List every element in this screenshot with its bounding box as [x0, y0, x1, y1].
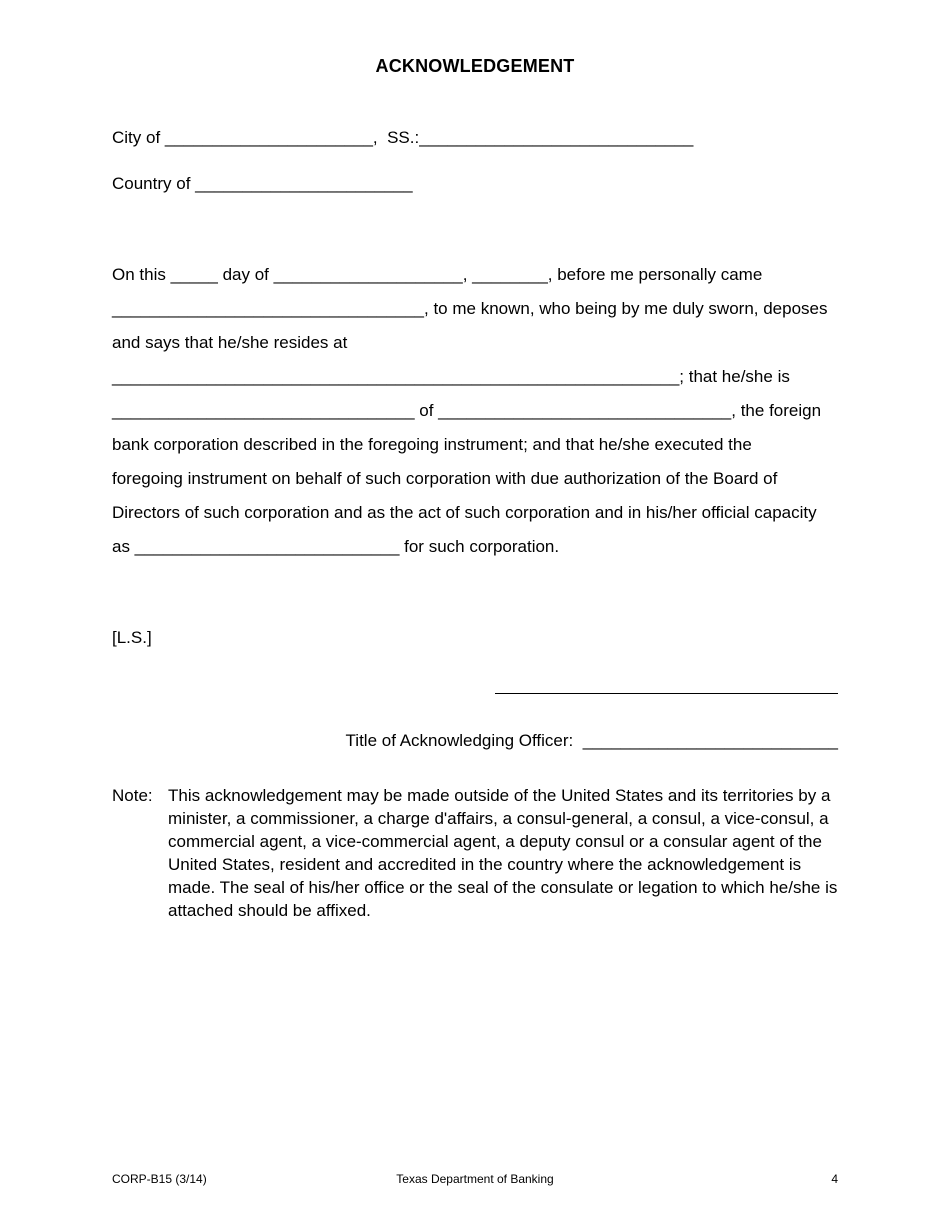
body-line-6: bank corporation described in the foregoing instrument; and that he/she executed the [112, 435, 752, 454]
footer-agency: Texas Department of Banking [396, 1172, 554, 1186]
page-title: ACKNOWLEDGEMENT [375, 56, 575, 76]
note-label: Note: [112, 786, 153, 805]
body-line-8: Directors of such corporation and as the act of such corporation and in his/her official capacity [112, 503, 817, 522]
body-line-7: foregoing instrument on behalf of such corporation with due authorization of the Board of [112, 469, 778, 488]
seal-marker: [L.S.] [112, 628, 152, 647]
footer-form-id: CORP-B15 (3/14) [112, 1172, 207, 1186]
body-line-3: and says that he/she resides at [112, 333, 348, 352]
body-line-1: On this _____ day of ____________________, ________, before me personally came [112, 265, 763, 284]
body-line-4: ____________________________________________________________; that he/she is [112, 367, 790, 386]
city-line: City of ______________________, SS.:_____________________________ [112, 128, 694, 147]
footer-page-number: 4 [831, 1172, 838, 1186]
signature-line [495, 693, 838, 694]
country-line: Country of _______________________ [112, 174, 413, 193]
note-text: This acknowledgement may be made outside of the United States and its territories by a minister, a commissioner, a charge d'affairs, a consul-general, a consul, a vice-consul, a commercial agent, a vice-commercial agent, a deputy consul or a consular agent of the United States, resident and accredited in the country where the acknowledgement is made. The seal of his/her office or the seal of the consulate or legation to which he/she is attached should be affixed. [168, 786, 838, 920]
body-line-5: ________________________________ of _______________________________, the foreign [112, 401, 822, 420]
body-line-2: _________________________________, to me known, who being by me duly sworn, deposes [112, 299, 828, 318]
officer-title-line: Title of Acknowledging Officer: ___________________________ [345, 731, 838, 750]
body-line-9: as ____________________________ for such corporation. [112, 537, 560, 556]
